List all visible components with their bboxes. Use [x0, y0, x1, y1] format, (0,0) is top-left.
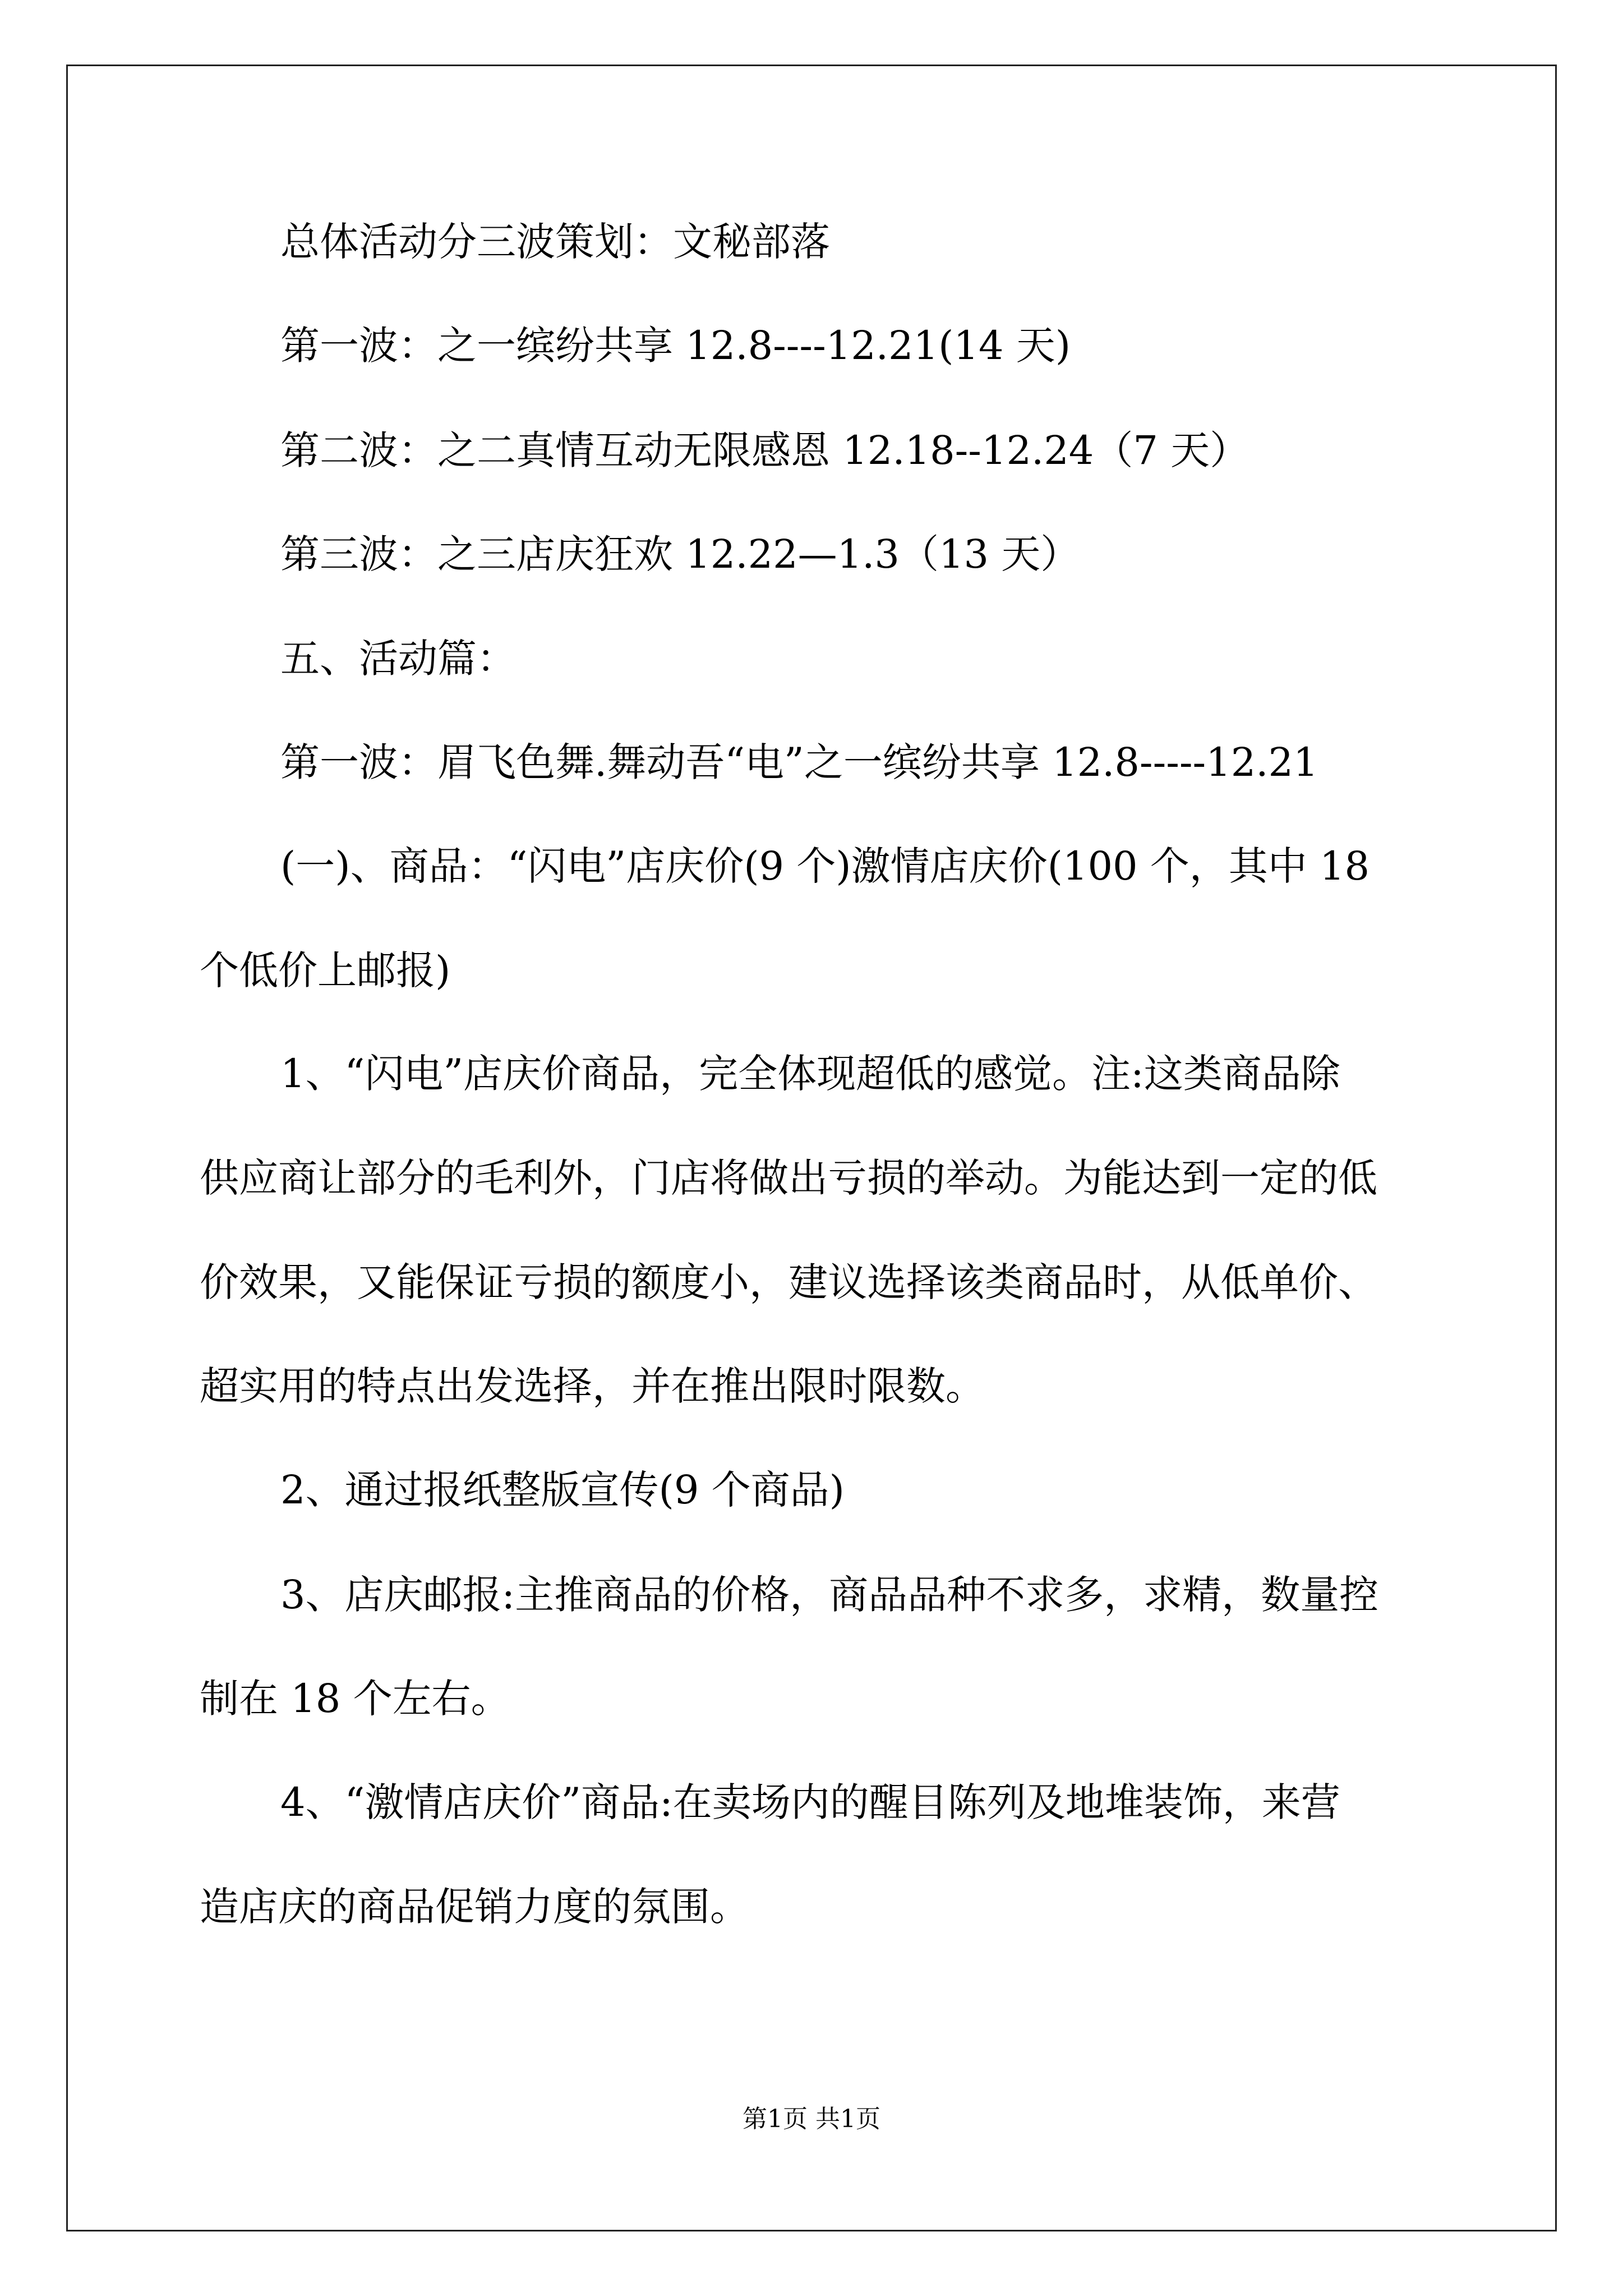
paragraph-line: 总体活动分三波策划：文秘部落: [280, 219, 830, 265]
page-footer: 第1页 共1页: [743, 2105, 880, 2133]
paragraph-line: 3、店庆邮报:主推商品的价格，商品品种不求多，求精，数量控: [280, 1572, 1379, 1618]
paragraph-line: 4、“激情店庆价”商品:在卖场内的醒目陈列及地堆装饰，来营: [280, 1779, 1340, 1825]
paragraph-line: 价效果，又能保证亏损的额度小，建议选择该类商品时，从低单价、: [200, 1259, 1377, 1305]
paragraph-line: 1、“闪电”店庆价商品，完全体现超低的感觉。注:这类商品除: [280, 1051, 1340, 1097]
paragraph-line: 第一波：之一缤纷共享 12.8----12.21(14 天): [280, 323, 1071, 369]
paragraph-line: 供应商让部分的毛利外，门店将做出亏损的举动。为能达到一定的低: [200, 1155, 1377, 1201]
paragraph-line: 个低价上邮报): [200, 947, 451, 993]
paragraph-line: 超实用的特点出发选择，并在推出限时限数。: [200, 1363, 985, 1409]
paragraph-line: 造店庆的商品促销力度的氛围。: [200, 1884, 749, 1930]
section-heading: 五、活动篇：: [280, 636, 516, 682]
paragraph-line: 第一波：眉飞色舞.舞动吾“电”之一缤纷共享 12.8-----12.21: [280, 739, 1318, 785]
paragraph-line: 制在 18 个左右。: [200, 1676, 510, 1722]
paragraph-line: 2、通过报纸整版宣传(9 个商品): [280, 1467, 845, 1513]
paragraph-line: 第三波：之三店庆狂欢 12.22—1.3（13 天）: [280, 531, 1080, 577]
paragraph-line: (一)、商品：“闪电”店庆价(9 个)激情店庆价(100 个，其中 18: [280, 843, 1370, 889]
paragraph-line: 第二波：之二真情互动无限感恩 12.18--12.24（7 天）: [280, 427, 1249, 473]
